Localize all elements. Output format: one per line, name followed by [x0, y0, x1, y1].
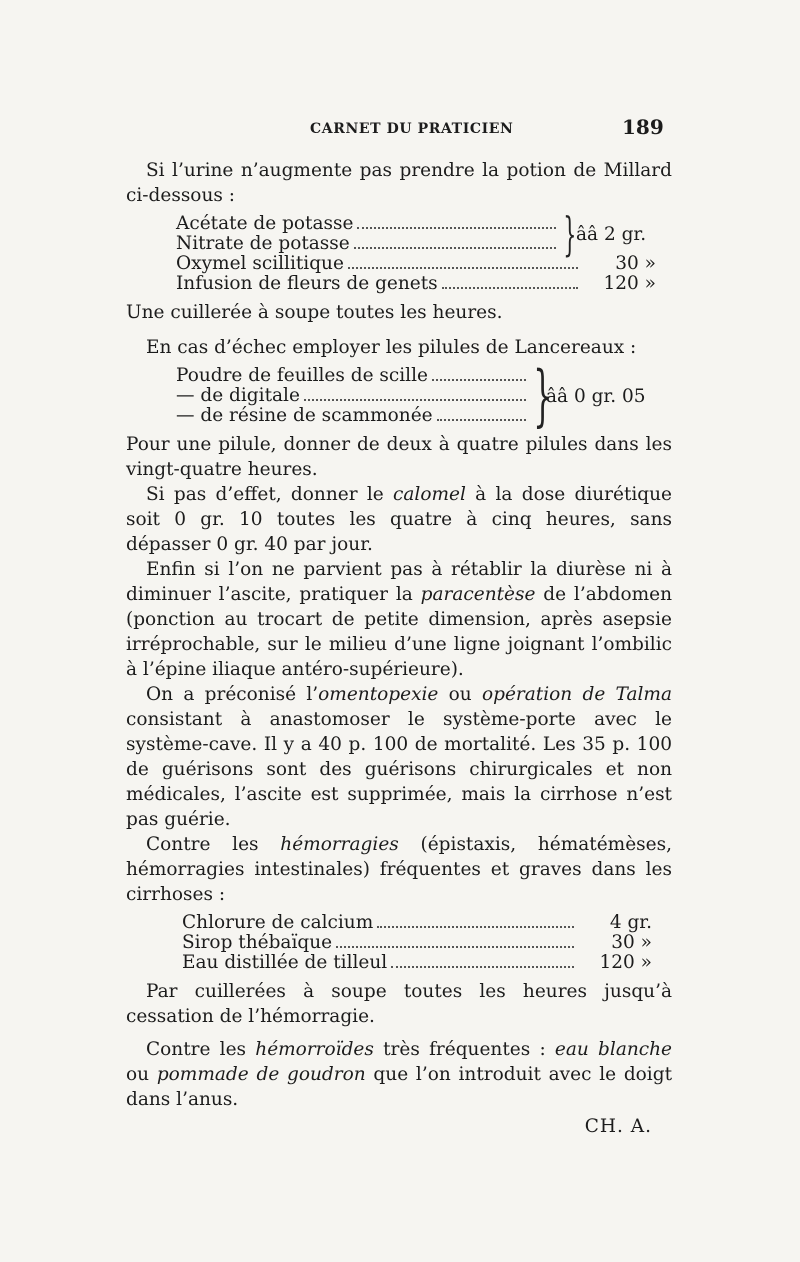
recipe-quantity: 120 »: [599, 952, 652, 973]
recipe-item: Poudre de feuilles de scille: [176, 365, 428, 386]
recipe-group: [176, 207, 656, 261]
recipe-item: Sirop thébaïque: [182, 932, 333, 953]
recipe-item: Chlorure de calcium: [182, 912, 374, 933]
paragraph-calomel: Si pas d’effet, donner le calomel à la dose diurétique soit 0 gr. 10 toutes les quatre à cinq heures, sans dépasser 0 gr. 40 par jour.: [126, 484, 672, 555]
recipe-item: Oxymel scillitique: [176, 253, 344, 274]
page-body: [126, 158, 672, 1139]
recipe-item: Acétate de potasse: [176, 213, 354, 234]
paragraph-omentopexie: On a préconisé l’omentopexie ou opération de Talma consistant à anastomoser le système-porte avec le système-cave. Il y a 40 p. 100 de mortalité. Les 35 p. 100 de guérisons sont des guérisons chirurgicales et non médicales, l’ascite est supprimée, mais la cirrhose n’est pas guérie.: [126, 684, 672, 830]
recipe-quantity: 30 »: [615, 253, 656, 274]
paragraph-hemorroides: Contre les hémorroïdes très fréquentes : eau blanche ou pommade de goudron que l’on introduit avec le doigt dans l’anus.: [126, 1039, 672, 1110]
brace-icon: }: [563, 207, 577, 261]
signature: CH. A.: [584, 1116, 652, 1137]
recipe-quantity: ââ 2 gr.: [576, 223, 647, 245]
paragraph-paracentese: Enfin si l’on ne parvient pas à rétablir la diurèse ni à diminuer l’ascite, pratiquer la paracentèse de l’abdomen (ponction au trocart de petite dimension, après asepsie irréprochable, sur le milieu d’une ligne joignant l’ombilic à l’épine iliaque antéro-supérieure).: [126, 559, 672, 680]
recipe-item: Eau distillée de tilleul: [182, 952, 388, 973]
recipe-millard: [176, 207, 656, 294]
paragraph-lancereaux: En cas d’échec employer les pilules de Lancereaux :: [146, 337, 637, 358]
paragraph-pilule: Pour une pilule, donner de deux à quatre pilules dans les vingt-quatre heures.: [126, 434, 672, 480]
paragraph-cuillerees: Par cuillerées à soupe toutes les heures jusqu’à cessation de l’hémorragie.: [126, 981, 672, 1027]
paragraph-dosage: Une cuillerée à soupe toutes les heures.: [126, 302, 503, 323]
brace-icon: }: [533, 357, 553, 434]
recipe-quantity: 30 »: [611, 932, 652, 953]
paragraph-hemorragies: Contre les hémorragies (épistaxis, hématémèses, hémorragies intestinales) fréquentes et graves dans les cirrhoses :: [126, 834, 672, 905]
recipe-quantity: ââ 0 gr. 05: [546, 385, 646, 407]
recipe-hemorragies: [182, 913, 652, 973]
recipe-item: Infusion de fleurs de genets: [176, 273, 438, 294]
paragraph-millard-intro: Si l’urine n’augmente pas prendre la potion de Millard ci-dessous :: [126, 160, 672, 206]
recipe-item: — de digitale: [176, 385, 300, 406]
recipe-lancereaux: [176, 357, 656, 434]
recipe-quantity: 4 gr.: [609, 912, 652, 933]
recipe-item: — de résine de scammonée: [176, 405, 433, 426]
recipe-group: [176, 357, 656, 434]
page-number: 189: [622, 115, 664, 139]
recipe-quantity: 120 »: [603, 273, 656, 294]
page-header: [0, 115, 800, 145]
running-title: CARNET DU PRATICIEN: [310, 121, 514, 137]
recipe-item: Nitrate de potasse: [176, 233, 350, 254]
